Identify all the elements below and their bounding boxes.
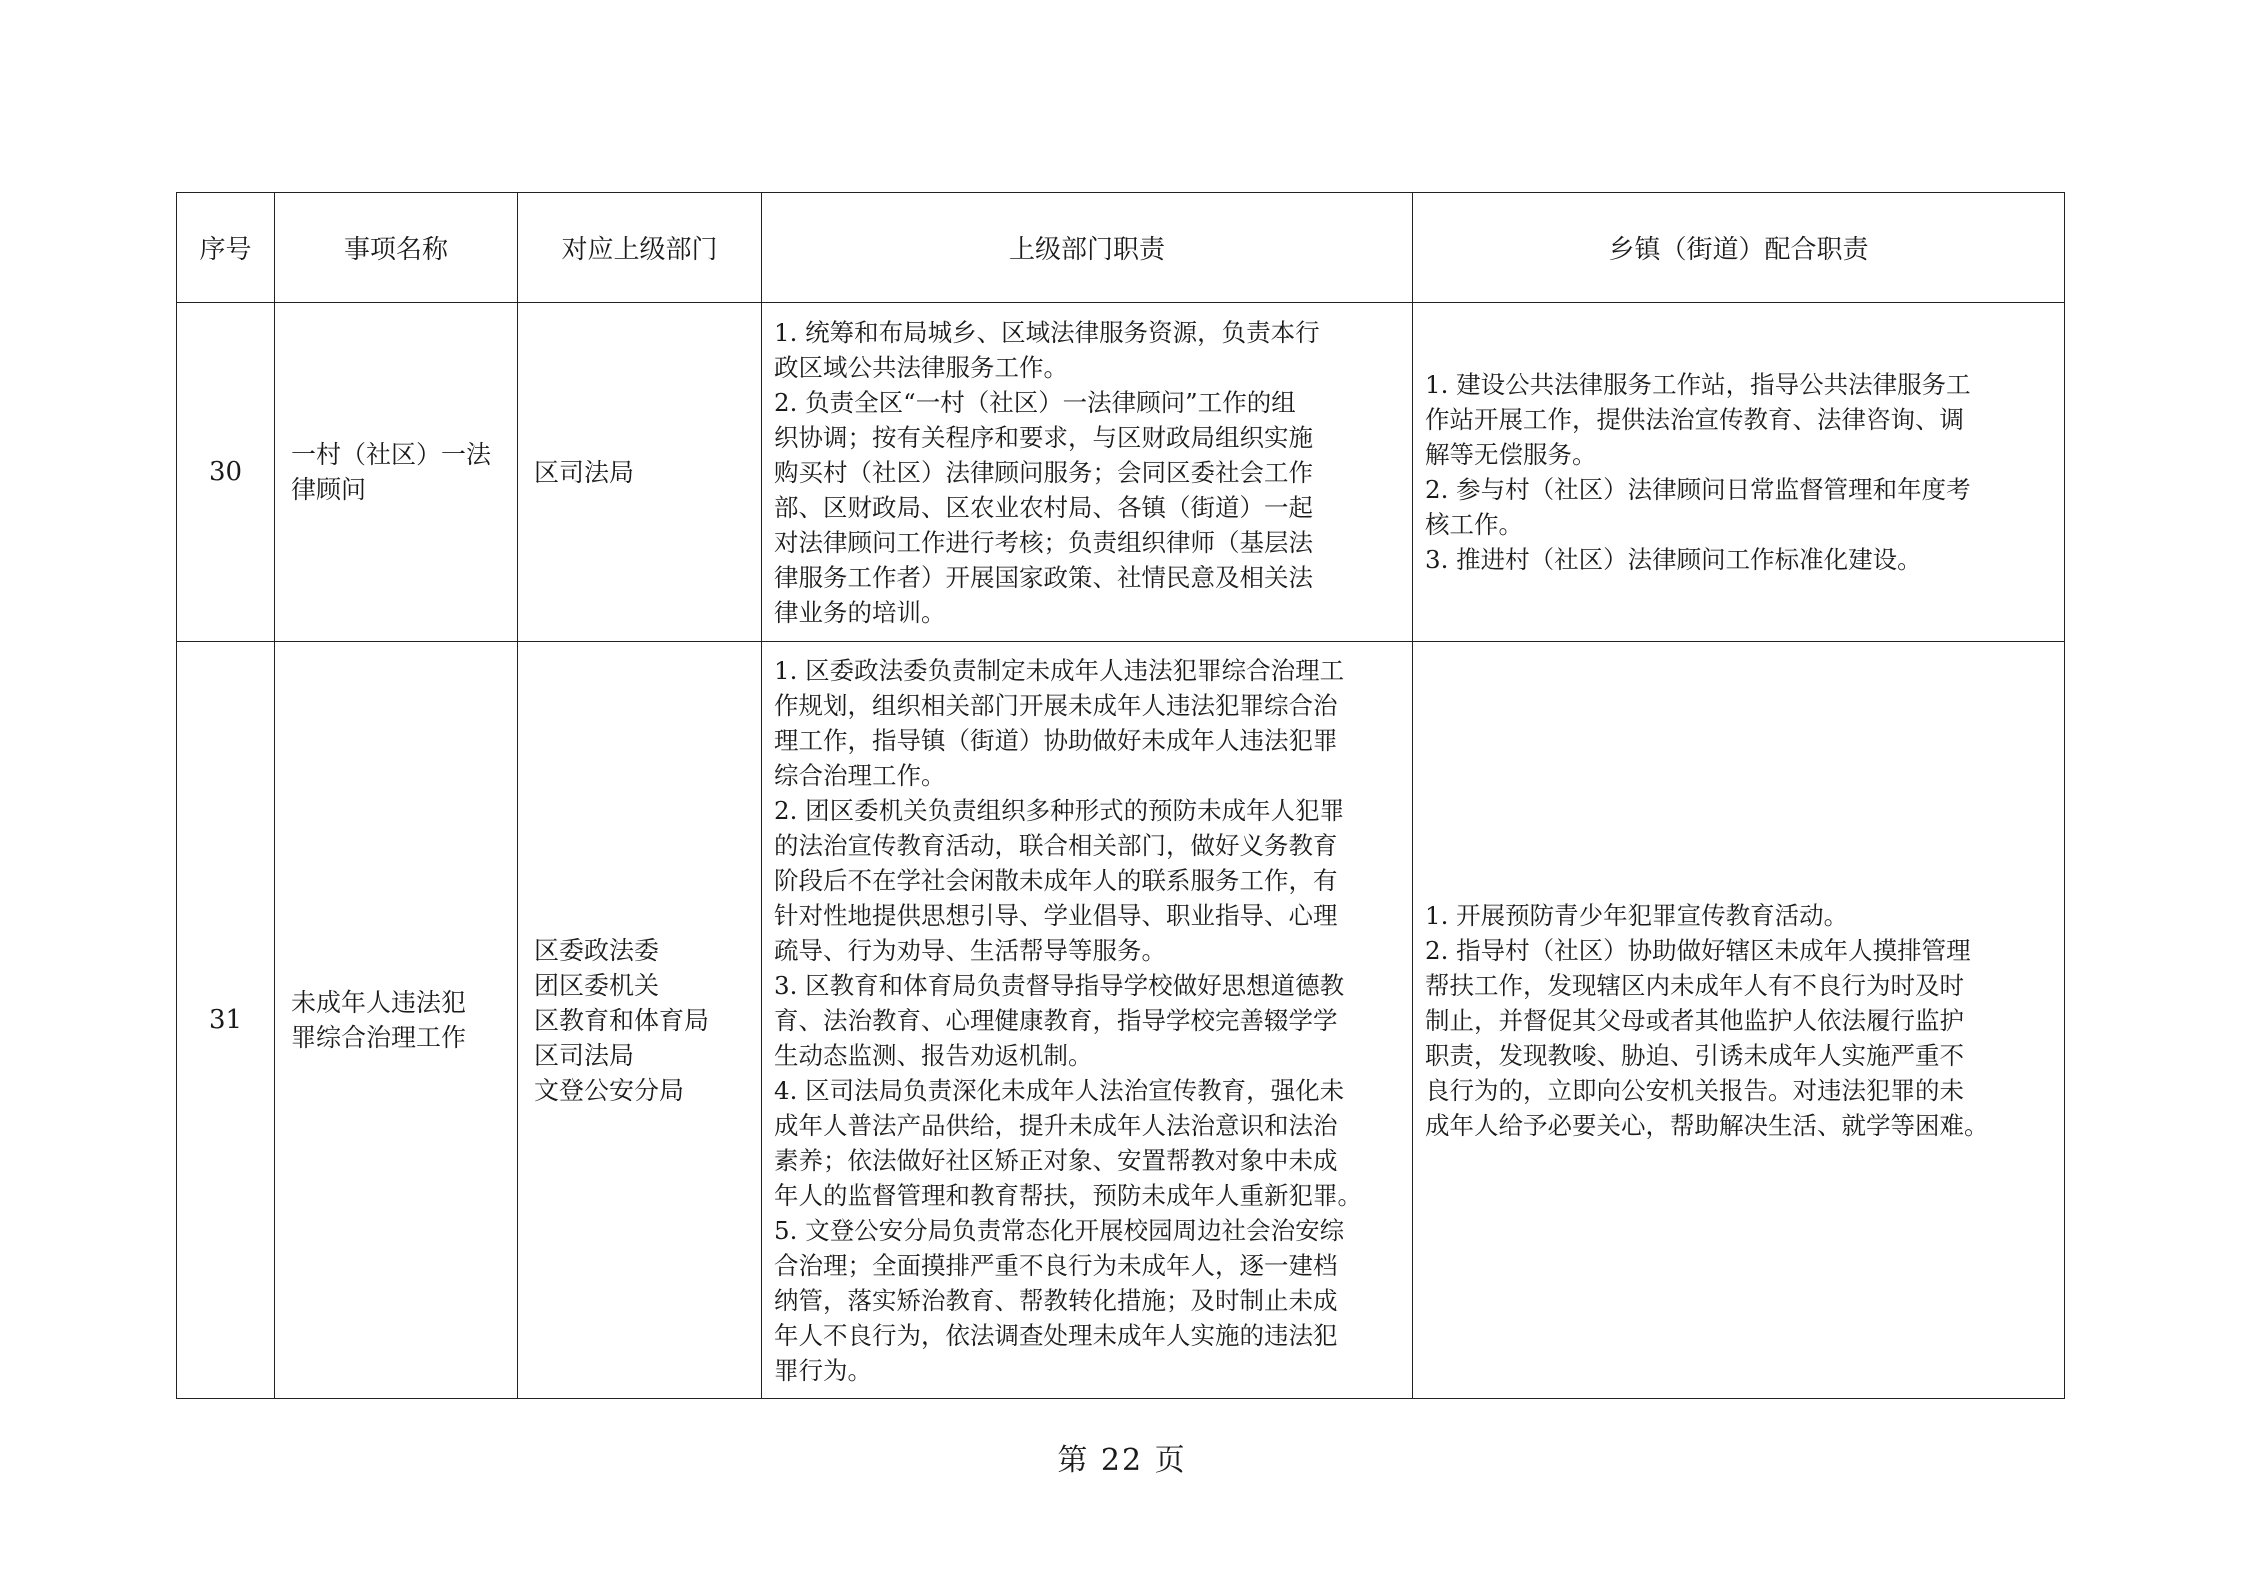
text-line: 2. 参与村（社区）法律顾问日常监督管理和年度考 (1425, 475, 1971, 504)
text-line: 年人的监督管理和教育帮扶，预防未成年人重新犯罪。 (774, 1180, 1362, 1210)
text-line: 4. 区司法局负责深化未成年人法治宣传教育，强化未 (774, 1075, 1345, 1105)
text-line: 良行为的，立即向公安机关报告。对违法犯罪的未 (1425, 1075, 1964, 1105)
text-line: 综合治理工作。 (774, 760, 946, 790)
table-header-row (177, 193, 2065, 303)
text-line: 律业务的培训。 (774, 597, 946, 627)
text-line: 文登公安分局 (534, 1075, 685, 1105)
text-line: 1. 建设公共法律服务工作站，指导公共法律服务工 (1425, 370, 1971, 399)
text-line: 区司法局 (534, 457, 635, 487)
header-department: 对应上级部门 (518, 193, 762, 303)
text-line: 成年人普法产品供给，提升未成年人法治意识和法治 (774, 1110, 1338, 1140)
text-line: 纳管，落实矫治教育、帮教转化措施；及时制止未成 (774, 1285, 1338, 1315)
text-line: 政区域公共法律服务工作。 (774, 352, 1068, 382)
row-town-duties (1413, 303, 2065, 642)
text-line: 针对性地提供思想引导、学业倡导、职业指导、心理 (774, 900, 1338, 930)
text-line: 疏导、行为劝导、生活帮导等服务。 (774, 935, 1166, 965)
text-line: 区司法局 (534, 1040, 635, 1070)
row-seq: 31 (177, 642, 275, 1399)
text-line: 织协调；按有关程序和要求，与区财政局组织实施 (774, 422, 1313, 452)
row-departments (518, 303, 762, 642)
text-line: 罪行为。 (774, 1355, 872, 1385)
text-line: 5. 文登公安分局负责常态化开展校园周边社会治安综 (774, 1215, 1345, 1245)
table-row (177, 303, 2065, 642)
header-item-name: 事项名称 (275, 193, 518, 303)
text-line: 团区委机关 (534, 970, 660, 1000)
text-line: 的法治宣传教育活动，联合相关部门，做好义务教育 (774, 830, 1338, 860)
page-number: 第 22 页 (1057, 1443, 1187, 1478)
text-line: 一村（社区）一法 (291, 440, 492, 469)
text-line: 制止，并督促其父母或者其他监护人依法履行监护 (1425, 1005, 1964, 1035)
text-line: 成年人给予必要关心，帮助解决生活、就学等困难。 (1425, 1110, 1989, 1140)
text-line: 罪综合治理工作 (291, 1023, 467, 1052)
text-line: 年人不良行为，依法调查处理未成年人实施的违法犯 (774, 1320, 1338, 1350)
text-line: 作规划，组织相关部门开展未成年人违法犯罪综合治 (774, 690, 1338, 720)
text-line: 2. 负责全区“一村（社区）一法律顾问”工作的组 (774, 387, 1296, 417)
text-line: 生动态监测、报告劝返机制。 (774, 1040, 1093, 1070)
duties-table (176, 192, 2065, 1399)
text-line: 未成年人违法犯 (291, 988, 467, 1017)
text-line: 素养；依法做好社区矫正对象、安置帮教对象中未成 (774, 1145, 1338, 1175)
header-upper-duties: 上级部门职责 (762, 193, 1413, 303)
row-item-name (275, 642, 518, 1399)
table-row (177, 642, 2065, 1399)
text-line: 核工作。 (1425, 510, 1523, 539)
text-line: 律顾问 (291, 475, 367, 504)
text-line: 律服务工作者）开展国家政策、社情民意及相关法 (774, 562, 1313, 592)
text-line: 解等无偿服务。 (1425, 440, 1597, 469)
row-upper-duties (762, 303, 1413, 642)
text-line: 1. 统筹和布局城乡、区域法律服务资源，负责本行 (774, 317, 1320, 347)
row-departments (518, 642, 762, 1399)
text-line: 理工作，指导镇（街道）协助做好未成年人违法犯罪 (774, 725, 1338, 755)
text-line: 阶段后不在学社会闲散未成年人的联系服务工作，有 (774, 865, 1338, 895)
text-line: 3. 区教育和体育局负责督导指导学校做好思想道德教 (774, 970, 1345, 1000)
text-line: 购买村（社区）法律顾问服务；会同区委社会工作 (774, 457, 1313, 487)
text-line: 部、区财政局、区农业农村局、各镇（街道）一起 (774, 492, 1313, 522)
text-line: 帮扶工作，发现辖区内未成年人有不良行为时及时 (1425, 970, 1964, 1000)
row-town-duties (1413, 642, 2065, 1399)
text-line: 1. 区委政法委负责制定未成年人违法犯罪综合治理工 (774, 655, 1345, 685)
text-line: 育、法治教育、心理健康教育，指导学校完善辍学学 (774, 1005, 1338, 1035)
row-upper-duties (762, 642, 1413, 1399)
text-line: 2. 团区委机关负责组织多种形式的预防未成年人犯罪 (774, 795, 1345, 825)
text-line: 区委政法委 (534, 935, 660, 965)
row-item-name (275, 303, 518, 642)
text-line: 对法律顾问工作进行考核；负责组织律师（基层法 (774, 527, 1313, 557)
text-line: 1. 开展预防青少年犯罪宣传教育活动。 (1425, 900, 1849, 930)
header-seq: 序号 (177, 193, 275, 303)
text-line: 作站开展工作，提供法治宣传教育、法律咨询、调 (1425, 405, 1964, 434)
text-line: 区教育和体育局 (534, 1005, 710, 1035)
text-line: 职责，发现教唆、胁迫、引诱未成年人实施严重不 (1425, 1040, 1964, 1070)
text-line: 2. 指导村（社区）协助做好辖区未成年人摸排管理 (1425, 935, 1971, 965)
header-town-duties: 乡镇（街道）配合职责 (1413, 193, 2065, 303)
row-seq: 30 (177, 303, 275, 642)
text-line: 3. 推进村（社区）法律顾问工作标准化建设。 (1425, 545, 1922, 574)
text-line: 合治理；全面摸排严重不良行为未成年人，逐一建档 (774, 1250, 1338, 1280)
